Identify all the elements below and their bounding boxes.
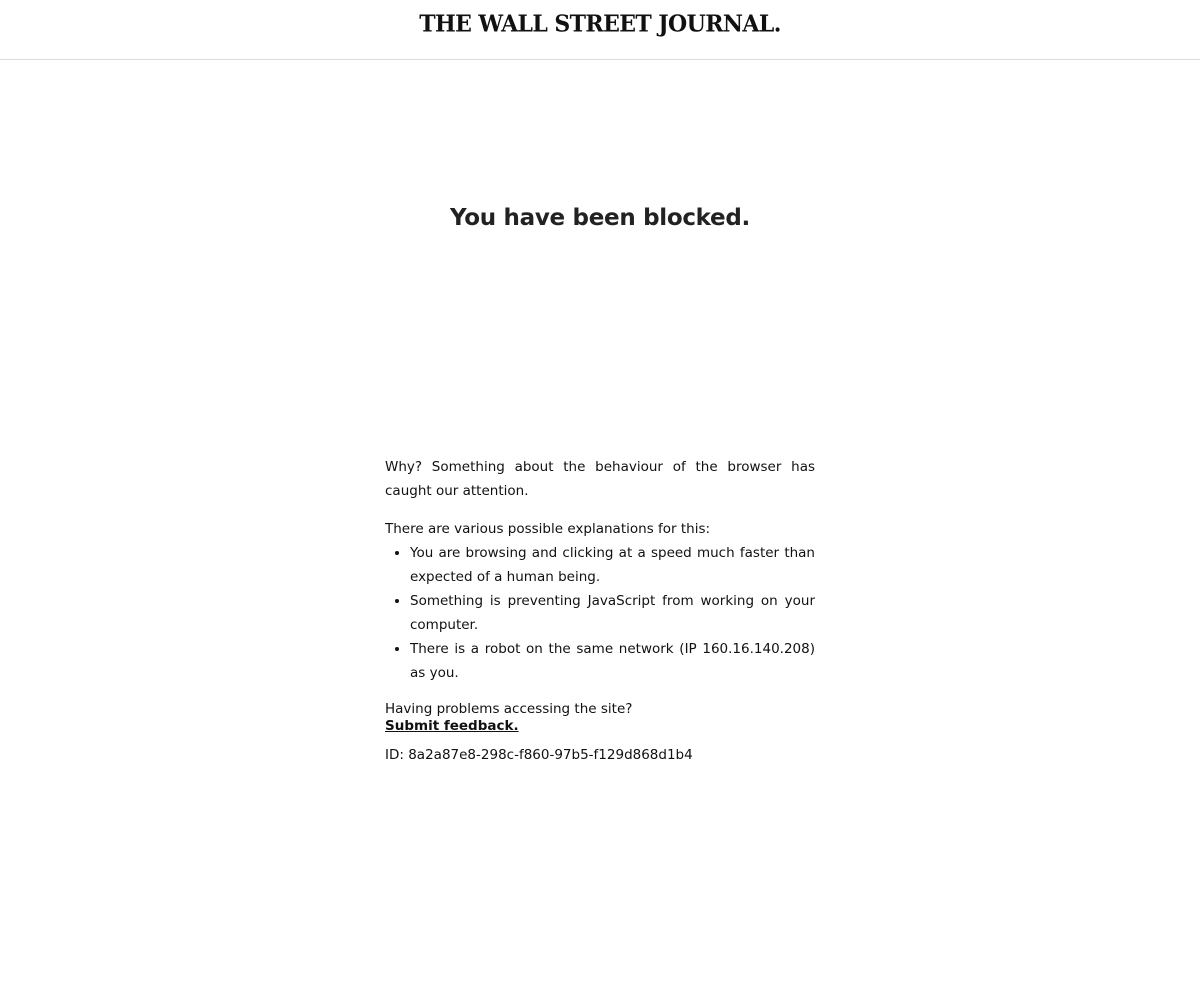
submit-feedback-link[interactable]: Submit feedback. [385, 718, 519, 734]
list-item: • You are browsing and clicking at a speed much faster than expected of a human being. [410, 541, 815, 589]
problems-question: Having problems accessing the site? [385, 701, 633, 717]
list-item: • There is a robot on the same network (IP 160.16.140.208) as you. [410, 637, 815, 685]
explanations-list [385, 541, 815, 685]
page-title: You have been blocked. [450, 205, 750, 231]
wsj-logo[interactable]: THE WALL STREET JOURNAL. [419, 10, 781, 38]
list-item: • Something is preventing JavaScript from working on your computer. [410, 589, 815, 637]
problems-text [385, 701, 815, 735]
block-explanation [385, 455, 815, 765]
explanations-intro: There are various possible explanations for this: [385, 521, 711, 537]
site-header [0, 0, 1200, 60]
why-text: Why? Something about the behaviour of the browser has caught our attention. [385, 459, 815, 499]
request-id: ID: 8a2a87e8-298c-f860-97b5-f129d868d1b4 [385, 747, 693, 763]
